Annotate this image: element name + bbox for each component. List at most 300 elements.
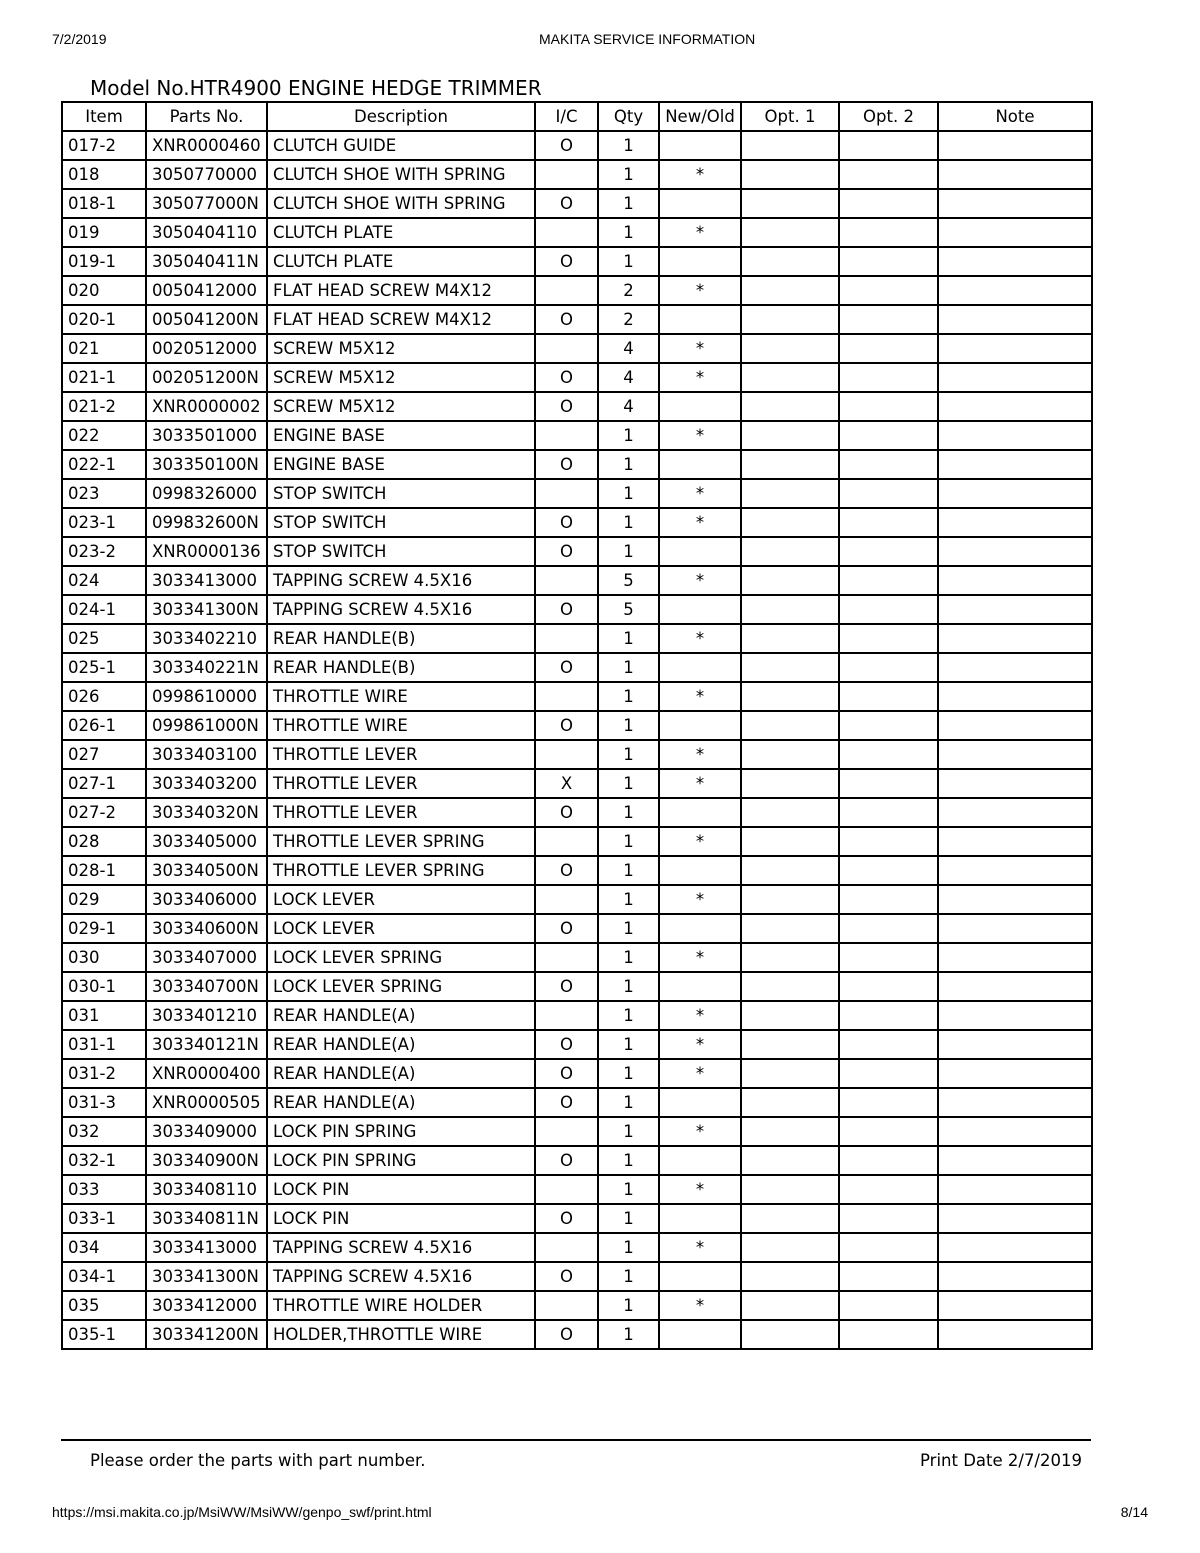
- cell-opt1: [741, 769, 839, 798]
- cell-description: LOCK PIN SPRING: [267, 1146, 535, 1175]
- cell-description: TAPPING SCREW 4.5X16: [267, 566, 535, 595]
- cell-description: LOCK PIN SPRING: [267, 1117, 535, 1146]
- cell-qty: 1: [598, 247, 659, 276]
- print-footer-url: https://msi.makita.co.jp/MsiWW/MsiWW/genpo_swf/print.html: [52, 1504, 432, 1520]
- cell-opt1: [741, 885, 839, 914]
- cell-qty: 1: [598, 537, 659, 566]
- cell-new-old: *: [659, 479, 741, 508]
- table-row: [62, 1175, 1092, 1204]
- cell-opt1: [741, 450, 839, 479]
- footer-divider: [61, 1439, 1091, 1441]
- cell-new-old: [659, 856, 741, 885]
- table-row: [62, 740, 1092, 769]
- table-row: [62, 508, 1092, 537]
- cell-opt1: [741, 1001, 839, 1030]
- cell-qty: 1: [598, 421, 659, 450]
- cell-new-old: *: [659, 1030, 741, 1059]
- cell-opt1: [741, 682, 839, 711]
- cell-opt2: [839, 885, 938, 914]
- cell-item: 021-1: [62, 363, 146, 392]
- cell-opt2: [839, 1088, 938, 1117]
- cell-description: CLUTCH SHOE WITH SPRING: [267, 189, 535, 218]
- cell-note: [938, 624, 1092, 653]
- cell-opt1: [741, 1262, 839, 1291]
- cell-qty: 5: [598, 595, 659, 624]
- cell-ic: O: [535, 1146, 598, 1175]
- cell-ic: [535, 421, 598, 450]
- table-row: [62, 160, 1092, 189]
- cell-item: 017-2: [62, 131, 146, 160]
- cell-note: [938, 914, 1092, 943]
- cell-new-old: *: [659, 218, 741, 247]
- table-row: [62, 421, 1092, 450]
- cell-parts-no: 0998326000: [146, 479, 267, 508]
- cell-description: THROTTLE WIRE: [267, 682, 535, 711]
- cell-ic: [535, 1233, 598, 1262]
- cell-description: TAPPING SCREW 4.5X16: [267, 595, 535, 624]
- cell-opt2: [839, 363, 938, 392]
- cell-parts-no: 303340900N: [146, 1146, 267, 1175]
- cell-note: [938, 479, 1092, 508]
- cell-item: 035-1: [62, 1320, 146, 1349]
- cell-ic: [535, 885, 598, 914]
- cell-opt2: [839, 1204, 938, 1233]
- cell-qty: 1: [598, 160, 659, 189]
- cell-parts-no: 3033412000: [146, 1291, 267, 1320]
- cell-opt1: [741, 189, 839, 218]
- cell-qty: 1: [598, 1204, 659, 1233]
- cell-opt2: [839, 450, 938, 479]
- cell-opt2: [839, 1320, 938, 1349]
- cell-item: 031-3: [62, 1088, 146, 1117]
- cell-new-old: *: [659, 334, 741, 363]
- cell-opt2: [839, 189, 938, 218]
- cell-opt1: [741, 131, 839, 160]
- cell-parts-no: 303340500N: [146, 856, 267, 885]
- cell-note: [938, 1204, 1092, 1233]
- cell-parts-no: XNR0000400: [146, 1059, 267, 1088]
- cell-ic: O: [535, 363, 598, 392]
- cell-qty: 1: [598, 450, 659, 479]
- table-row: [62, 218, 1092, 247]
- cell-qty: 1: [598, 1030, 659, 1059]
- cell-description: THROTTLE LEVER SPRING: [267, 827, 535, 856]
- table-row: [62, 1030, 1092, 1059]
- cell-ic: O: [535, 914, 598, 943]
- cell-qty: 1: [598, 1059, 659, 1088]
- cell-opt1: [741, 363, 839, 392]
- cell-ic: O: [535, 450, 598, 479]
- cell-parts-no: 0020512000: [146, 334, 267, 363]
- cell-new-old: *: [659, 682, 741, 711]
- cell-item: 018-1: [62, 189, 146, 218]
- cell-parts-no: 099832600N: [146, 508, 267, 537]
- table-row: [62, 1001, 1092, 1030]
- cell-parts-no: 303340121N: [146, 1030, 267, 1059]
- cell-item: 029: [62, 885, 146, 914]
- cell-item: 027: [62, 740, 146, 769]
- cell-parts-no: 303341300N: [146, 595, 267, 624]
- cell-item: 033: [62, 1175, 146, 1204]
- cell-opt2: [839, 160, 938, 189]
- cell-qty: 1: [598, 1117, 659, 1146]
- table-row: [62, 566, 1092, 595]
- cell-opt2: [839, 421, 938, 450]
- cell-note: [938, 450, 1092, 479]
- cell-new-old: [659, 247, 741, 276]
- cell-item: 030-1: [62, 972, 146, 1001]
- cell-ic: [535, 827, 598, 856]
- cell-ic: [535, 160, 598, 189]
- cell-item: 027-2: [62, 798, 146, 827]
- cell-note: [938, 276, 1092, 305]
- cell-opt2: [839, 914, 938, 943]
- header-parts-no: Parts No.: [146, 102, 267, 131]
- cell-qty: 1: [598, 218, 659, 247]
- cell-note: [938, 827, 1092, 856]
- table-row: [62, 189, 1092, 218]
- cell-opt1: [741, 1204, 839, 1233]
- cell-item: 019-1: [62, 247, 146, 276]
- cell-opt2: [839, 740, 938, 769]
- cell-description: HOLDER,THROTTLE WIRE: [267, 1320, 535, 1349]
- cell-new-old: *: [659, 1117, 741, 1146]
- cell-note: [938, 508, 1092, 537]
- cell-item: 032-1: [62, 1146, 146, 1175]
- cell-parts-no: 3033403100: [146, 740, 267, 769]
- table-row: [62, 479, 1092, 508]
- cell-parts-no: XNR0000136: [146, 537, 267, 566]
- cell-opt1: [741, 218, 839, 247]
- cell-opt1: [741, 1059, 839, 1088]
- cell-description: SCREW M5X12: [267, 363, 535, 392]
- cell-note: [938, 1291, 1092, 1320]
- cell-new-old: *: [659, 740, 741, 769]
- cell-opt1: [741, 1291, 839, 1320]
- cell-opt1: [741, 711, 839, 740]
- cell-ic: O: [535, 972, 598, 1001]
- table-row: [62, 943, 1092, 972]
- table-row: [62, 1204, 1092, 1233]
- cell-note: [938, 160, 1092, 189]
- table-row: [62, 1059, 1092, 1088]
- cell-qty: 1: [598, 508, 659, 537]
- cell-item: 027-1: [62, 769, 146, 798]
- cell-new-old: [659, 537, 741, 566]
- cell-ic: [535, 276, 598, 305]
- cell-description: THROTTLE LEVER: [267, 798, 535, 827]
- cell-opt2: [839, 218, 938, 247]
- table-row: [62, 972, 1092, 1001]
- cell-ic: O: [535, 1088, 598, 1117]
- print-header-title: MAKITA SERVICE INFORMATION: [539, 31, 756, 47]
- table-row: [62, 1291, 1092, 1320]
- cell-item: 023: [62, 479, 146, 508]
- cell-item: 029-1: [62, 914, 146, 943]
- header-item: Item: [62, 102, 146, 131]
- cell-opt2: [839, 392, 938, 421]
- cell-new-old: *: [659, 363, 741, 392]
- header-description: Description: [267, 102, 535, 131]
- cell-opt1: [741, 798, 839, 827]
- table-row: [62, 1117, 1092, 1146]
- cell-qty: 1: [598, 1320, 659, 1349]
- cell-item: 031: [62, 1001, 146, 1030]
- cell-opt1: [741, 827, 839, 856]
- cell-opt1: [741, 392, 839, 421]
- parts-table: [61, 101, 1093, 1350]
- cell-item: 023-1: [62, 508, 146, 537]
- cell-description: THROTTLE LEVER SPRING: [267, 856, 535, 885]
- cell-qty: 1: [598, 624, 659, 653]
- cell-opt1: [741, 1320, 839, 1349]
- cell-parts-no: XNR0000002: [146, 392, 267, 421]
- cell-opt1: [741, 1175, 839, 1204]
- cell-opt1: [741, 508, 839, 537]
- cell-qty: 1: [598, 740, 659, 769]
- cell-description: TAPPING SCREW 4.5X16: [267, 1233, 535, 1262]
- cell-note: [938, 305, 1092, 334]
- cell-parts-no: 3033406000: [146, 885, 267, 914]
- cell-parts-no: 3033407000: [146, 943, 267, 972]
- cell-item: 021: [62, 334, 146, 363]
- cell-opt1: [741, 624, 839, 653]
- cell-opt2: [839, 972, 938, 1001]
- cell-opt2: [839, 827, 938, 856]
- cell-description: SCREW M5X12: [267, 334, 535, 363]
- table-row: [62, 450, 1092, 479]
- cell-description: CLUTCH PLATE: [267, 247, 535, 276]
- cell-new-old: *: [659, 1291, 741, 1320]
- cell-opt2: [839, 276, 938, 305]
- cell-ic: O: [535, 508, 598, 537]
- cell-description: LOCK LEVER SPRING: [267, 943, 535, 972]
- cell-ic: O: [535, 711, 598, 740]
- cell-ic: O: [535, 305, 598, 334]
- cell-new-old: [659, 595, 741, 624]
- table-row: [62, 653, 1092, 682]
- table-row: [62, 798, 1092, 827]
- footer-note: Please order the parts with part number.: [90, 1451, 426, 1470]
- cell-note: [938, 885, 1092, 914]
- cell-opt1: [741, 914, 839, 943]
- cell-qty: 1: [598, 798, 659, 827]
- cell-new-old: [659, 711, 741, 740]
- cell-description: FLAT HEAD SCREW M4X12: [267, 305, 535, 334]
- cell-opt1: [741, 595, 839, 624]
- cell-item: 025-1: [62, 653, 146, 682]
- cell-description: REAR HANDLE(A): [267, 1001, 535, 1030]
- cell-ic: [535, 566, 598, 595]
- cell-qty: 1: [598, 856, 659, 885]
- cell-item: 018: [62, 160, 146, 189]
- cell-note: [938, 218, 1092, 247]
- cell-item: 034: [62, 1233, 146, 1262]
- cell-description: ENGINE BASE: [267, 450, 535, 479]
- cell-qty: 5: [598, 566, 659, 595]
- cell-ic: [535, 624, 598, 653]
- cell-qty: 4: [598, 363, 659, 392]
- cell-note: [938, 1088, 1092, 1117]
- cell-qty: 1: [598, 653, 659, 682]
- cell-description: THROTTLE LEVER: [267, 769, 535, 798]
- cell-note: [938, 943, 1092, 972]
- cell-description: REAR HANDLE(A): [267, 1088, 535, 1117]
- cell-note: [938, 131, 1092, 160]
- cell-opt1: [741, 972, 839, 1001]
- cell-parts-no: 3033501000: [146, 421, 267, 450]
- cell-qty: 1: [598, 769, 659, 798]
- cell-opt2: [839, 1059, 938, 1088]
- cell-parts-no: 005041200N: [146, 305, 267, 334]
- cell-opt1: [741, 1117, 839, 1146]
- cell-note: [938, 972, 1092, 1001]
- cell-qty: 1: [598, 914, 659, 943]
- cell-item: 033-1: [62, 1204, 146, 1233]
- cell-qty: 2: [598, 305, 659, 334]
- cell-item: 034-1: [62, 1262, 146, 1291]
- cell-description: CLUTCH GUIDE: [267, 131, 535, 160]
- cell-description: FLAT HEAD SCREW M4X12: [267, 276, 535, 305]
- cell-new-old: [659, 450, 741, 479]
- cell-ic: O: [535, 1320, 598, 1349]
- cell-ic: O: [535, 131, 598, 160]
- cell-qty: 1: [598, 827, 659, 856]
- print-footer-page: 8/14: [1120, 1504, 1148, 1520]
- cell-parts-no: 3050404110: [146, 218, 267, 247]
- cell-parts-no: 303341300N: [146, 1262, 267, 1291]
- cell-opt1: [741, 1233, 839, 1262]
- cell-ic: X: [535, 769, 598, 798]
- cell-qty: 1: [598, 1175, 659, 1204]
- cell-new-old: [659, 1146, 741, 1175]
- table-row: [62, 392, 1092, 421]
- cell-parts-no: 3033403200: [146, 769, 267, 798]
- header-opt2: Opt. 2: [839, 102, 938, 131]
- cell-new-old: [659, 305, 741, 334]
- cell-ic: O: [535, 189, 598, 218]
- cell-new-old: *: [659, 1233, 741, 1262]
- cell-qty: 1: [598, 131, 659, 160]
- table-row: [62, 682, 1092, 711]
- cell-opt1: [741, 653, 839, 682]
- cell-note: [938, 1146, 1092, 1175]
- header-opt1: Opt. 1: [741, 102, 839, 131]
- cell-opt2: [839, 479, 938, 508]
- cell-description: CLUTCH SHOE WITH SPRING: [267, 160, 535, 189]
- cell-opt1: [741, 479, 839, 508]
- cell-parts-no: 3033409000: [146, 1117, 267, 1146]
- cell-item: 035: [62, 1291, 146, 1320]
- cell-ic: [535, 1001, 598, 1030]
- cell-description: LOCK LEVER: [267, 885, 535, 914]
- cell-opt2: [839, 1291, 938, 1320]
- cell-item: 020: [62, 276, 146, 305]
- cell-note: [938, 363, 1092, 392]
- footer-print-date: Print Date 2/7/2019: [920, 1451, 1082, 1470]
- cell-new-old: *: [659, 276, 741, 305]
- cell-new-old: [659, 189, 741, 218]
- table-row: [62, 247, 1092, 276]
- cell-parts-no: XNR0000505: [146, 1088, 267, 1117]
- cell-opt2: [839, 624, 938, 653]
- model-title: Model No.HTR4900 ENGINE HEDGE TRIMMER: [90, 76, 542, 100]
- cell-note: [938, 1059, 1092, 1088]
- cell-opt1: [741, 305, 839, 334]
- cell-note: [938, 711, 1092, 740]
- cell-item: 031-2: [62, 1059, 146, 1088]
- cell-qty: 1: [598, 972, 659, 1001]
- cell-opt2: [839, 769, 938, 798]
- cell-ic: O: [535, 1030, 598, 1059]
- cell-note: [938, 1320, 1092, 1349]
- table-row: [62, 1320, 1092, 1349]
- cell-new-old: *: [659, 1001, 741, 1030]
- cell-description: LOCK LEVER: [267, 914, 535, 943]
- cell-description: STOP SWITCH: [267, 537, 535, 566]
- cell-opt1: [741, 247, 839, 276]
- cell-parts-no: 303341200N: [146, 1320, 267, 1349]
- cell-parts-no: 3033413000: [146, 1233, 267, 1262]
- cell-new-old: *: [659, 421, 741, 450]
- cell-new-old: *: [659, 160, 741, 189]
- cell-description: TAPPING SCREW 4.5X16: [267, 1262, 535, 1291]
- header-qty: Qty: [598, 102, 659, 131]
- cell-item: 028: [62, 827, 146, 856]
- header-ic: I/C: [535, 102, 598, 131]
- cell-new-old: *: [659, 943, 741, 972]
- cell-new-old: [659, 392, 741, 421]
- cell-description: SCREW M5X12: [267, 392, 535, 421]
- cell-ic: O: [535, 798, 598, 827]
- cell-new-old: *: [659, 827, 741, 856]
- cell-new-old: *: [659, 508, 741, 537]
- cell-parts-no: 3050770000: [146, 160, 267, 189]
- cell-opt2: [839, 653, 938, 682]
- cell-description: CLUTCH PLATE: [267, 218, 535, 247]
- cell-opt1: [741, 566, 839, 595]
- cell-description: STOP SWITCH: [267, 479, 535, 508]
- cell-ic: [535, 682, 598, 711]
- cell-parts-no: 303340221N: [146, 653, 267, 682]
- cell-ic: O: [535, 392, 598, 421]
- cell-note: [938, 653, 1092, 682]
- cell-parts-no: 099861000N: [146, 711, 267, 740]
- table-header-row: [62, 102, 1092, 131]
- cell-opt2: [839, 537, 938, 566]
- cell-note: [938, 682, 1092, 711]
- cell-new-old: *: [659, 1175, 741, 1204]
- cell-opt1: [741, 421, 839, 450]
- cell-qty: 1: [598, 711, 659, 740]
- cell-parts-no: 3033408110: [146, 1175, 267, 1204]
- cell-new-old: [659, 798, 741, 827]
- cell-ic: O: [535, 537, 598, 566]
- cell-opt2: [839, 1146, 938, 1175]
- header-note: Note: [938, 102, 1092, 131]
- cell-note: [938, 421, 1092, 450]
- cell-description: THROTTLE WIRE HOLDER: [267, 1291, 535, 1320]
- cell-note: [938, 1117, 1092, 1146]
- cell-new-old: [659, 1088, 741, 1117]
- cell-opt2: [839, 508, 938, 537]
- cell-qty: 1: [598, 1291, 659, 1320]
- cell-item: 025: [62, 624, 146, 653]
- cell-ic: [535, 1175, 598, 1204]
- cell-qty: 1: [598, 1262, 659, 1291]
- cell-opt2: [839, 305, 938, 334]
- cell-ic: O: [535, 595, 598, 624]
